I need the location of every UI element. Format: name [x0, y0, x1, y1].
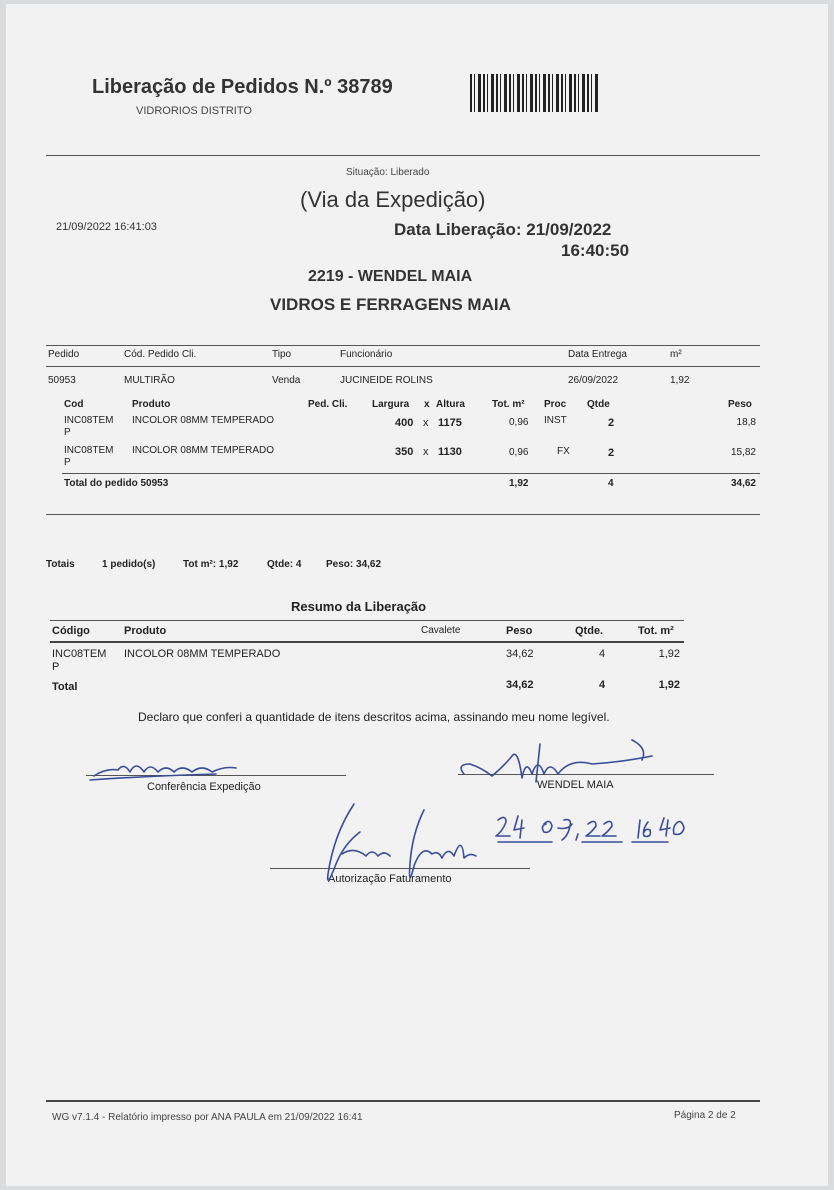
item-cod: INC08TEM	[64, 445, 114, 456]
summary-codigo-cont: P	[52, 661, 60, 673]
item-produto: INCOLOR 08MM TEMPERADO	[132, 415, 275, 426]
item-x: x	[423, 417, 429, 429]
item-tot-m2: 0,96	[509, 417, 529, 428]
summary-col-tot-m2: Tot. m²	[638, 625, 674, 637]
summary-peso: 34,62	[506, 648, 534, 660]
totals-m2: Tot m²: 1,92	[183, 559, 239, 570]
release-time: 16:40:50	[561, 241, 630, 260]
item-tot-m2: 0,96	[509, 447, 529, 458]
order-cod-cli: MULTIRÃO	[124, 375, 175, 386]
company-name: VIDRORIOS DISTRITO	[136, 105, 252, 117]
item-col-produto: Produto	[132, 399, 171, 410]
client-name: 2219 - WENDEL MAIA	[308, 268, 473, 285]
summary-top-rule	[50, 620, 684, 621]
order-table-top-rule	[46, 345, 760, 346]
summary-col-cavalete: Cavalete	[421, 625, 461, 636]
item-produto: INCOLOR 08MM TEMPERADO	[132, 445, 275, 456]
totals-pedidos: 1 pedido(s)	[102, 559, 156, 570]
item-col-x: x	[424, 399, 430, 410]
client-sign-label: WENDEL MAIA	[537, 779, 614, 791]
footer-left-text: WG v7.1.4 - Relatório impresso por ANA PAULA em 21/09/2022 16:41	[52, 1112, 363, 1123]
order-table-bottom-rule	[46, 514, 760, 515]
item-col-peso: Peso	[728, 399, 752, 410]
declaration-text: Declaro que conferi a quantidade de itens descritos acima, assinando meu nome legível.	[138, 710, 610, 724]
item-col-largura: Largura	[372, 399, 410, 410]
totals-qtde: Qtde: 4	[267, 559, 302, 570]
order-funcionario: JUCINEIDE ROLINS	[340, 375, 433, 386]
col-m2: m²	[670, 349, 682, 360]
item-peso: 18,8	[736, 417, 756, 428]
conferencia-signature	[86, 746, 266, 786]
item-col-cod: Cod	[64, 399, 84, 410]
item-col-proc: Proc	[544, 399, 567, 410]
print-datetime: 21/09/2022 16:41:03	[56, 221, 157, 233]
via-title: (Via da Expedição)	[300, 187, 486, 212]
order-total-qtde: 4	[608, 478, 614, 489]
order-total-label: Total do pedido 50953	[64, 478, 169, 489]
item-proc: FX	[557, 446, 570, 457]
handwritten-date	[492, 810, 702, 846]
situation-text: Situação: Liberado	[346, 167, 430, 178]
header-divider	[46, 155, 760, 156]
col-cod-pedido-cli: Cód. Pedido Cli.	[124, 349, 197, 360]
summary-col-qtde: Qtde.	[575, 625, 604, 637]
order-total-peso: 34,62	[730, 478, 756, 489]
item-col-altura: Altura	[436, 399, 465, 410]
summary-col-peso: Peso	[506, 625, 533, 637]
summary-header-rule	[50, 641, 684, 643]
order-total-rule	[62, 473, 760, 474]
totals-label: Totais	[46, 559, 75, 570]
page-number: Página 2 de 2	[674, 1110, 736, 1121]
item-largura: 350	[395, 446, 414, 458]
item-qtde: 2	[608, 447, 615, 459]
autorizacao-label: Autorização Faturamento	[328, 873, 452, 885]
summary-title: Resumo da Liberação	[291, 599, 427, 614]
item-altura: 1130	[438, 446, 462, 458]
item-col-qtde: Qtde	[587, 399, 610, 410]
summary-qtde: 4	[599, 648, 606, 660]
order-data-entrega: 26/09/2022	[568, 375, 619, 386]
item-qtde: 2	[608, 417, 615, 429]
summary-total-tot-m2: 1,92	[658, 679, 680, 691]
item-peso: 15,82	[730, 447, 756, 458]
item-cod-cont: P	[64, 457, 71, 468]
item-cod: INC08TEM	[64, 415, 114, 426]
summary-total-peso: 34,62	[506, 679, 534, 691]
item-x: x	[423, 446, 429, 458]
item-col-ped-cli: Ped. Cli.	[308, 399, 348, 410]
order-header-rule	[46, 366, 760, 367]
item-largura: 400	[395, 417, 414, 429]
order-m2: 1,92	[670, 375, 690, 386]
summary-tot-m2: 1,92	[658, 648, 680, 660]
summary-produto: INCOLOR 08MM TEMPERADO	[124, 648, 281, 660]
col-pedido: Pedido	[48, 349, 80, 360]
order-total-m2: 1,92	[509, 478, 529, 489]
summary-col-produto: Produto	[124, 625, 167, 637]
summary-col-codigo: Código	[52, 625, 90, 637]
totals-peso: Peso: 34,62	[326, 559, 382, 570]
autorizacao-signature	[314, 794, 494, 894]
document-page	[6, 4, 828, 1186]
order-pedido: 50953	[48, 375, 76, 386]
client-company: VIDROS E FERRAGENS MAIA	[270, 295, 511, 314]
summary-total-label: Total	[52, 681, 78, 693]
item-altura: 1175	[438, 417, 462, 429]
order-tipo: Venda	[272, 375, 301, 386]
barcode	[470, 74, 600, 112]
col-data-entrega: Data Entrega	[568, 349, 627, 360]
item-cod-cont: P	[64, 427, 71, 438]
col-funcionario: Funcionário	[340, 349, 393, 360]
report-title: Liberação de Pedidos N.º 38789	[92, 76, 393, 98]
release-date: Data Liberação: 21/09/2022	[394, 220, 612, 239]
item-col-tot-m2: Tot. m²	[492, 399, 525, 410]
summary-total-qtde: 4	[599, 679, 606, 691]
conferencia-label: Conferência Expedição	[147, 781, 261, 793]
summary-codigo: INC08TEM	[52, 648, 107, 660]
col-tipo: Tipo	[272, 349, 292, 360]
item-proc: INST	[544, 415, 567, 426]
client-signature	[452, 734, 662, 786]
footer-rule	[46, 1100, 760, 1102]
